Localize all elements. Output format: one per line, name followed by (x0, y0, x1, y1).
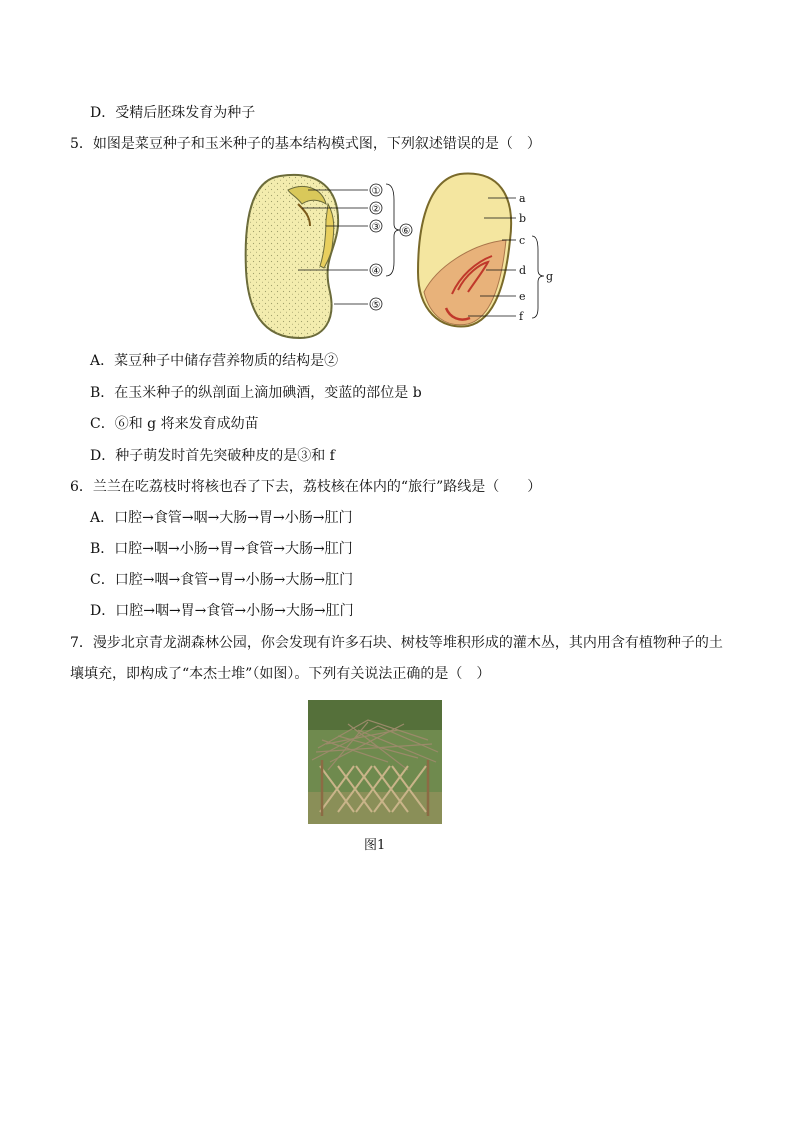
q6-option-c: C．口腔→咽→食管→胃→小肠→大肠→肛门 (90, 572, 354, 588)
bean-seed-diagram (246, 175, 412, 338)
q5-option-b: B．在玉米种子的纵剖面上滴加碘酒，变蓝的部位是 b (90, 385, 422, 401)
seed-structure-figure (240, 170, 560, 342)
bean-label-5: ⑤ (371, 300, 381, 311)
corn-seed-diagram (418, 174, 553, 327)
q6-option-a: A．口腔→食管→咽→大肠→胃→小肠→肛门 (90, 510, 353, 526)
corn-label-g: g (546, 270, 554, 283)
q5-stem: 5．如图是菜豆种子和玉米种子的基本结构模式图，下列叙述错误的是（ ） (70, 136, 541, 152)
bean-label-2: ② (371, 204, 381, 215)
corn-label-a: a (519, 192, 526, 205)
q7-figure-caption: 图1 (364, 838, 386, 853)
corn-label-d: d (519, 264, 527, 277)
q5-option-d: D．种子萌发时首先突破种皮的是③和 f (90, 448, 335, 464)
benjes-hedge-photo (308, 700, 442, 824)
corn-label-e: e (519, 290, 526, 303)
bean-label-6: ⑥ (401, 226, 411, 237)
q6-stem: 6．兰兰在吃荔枝时将核也吞了下去，荔枝核在体内的“旅行”路线是（ ） (70, 479, 542, 495)
q6-option-d: D．口腔→咽→胃→食管→小肠→大肠→肛门 (90, 603, 354, 619)
q7-stem-line2: 壤填充，即构成了“本杰士堆”（如图）。下列有关说法正确的是（ ） (70, 666, 491, 682)
bean-label-1: ① (371, 186, 381, 197)
corn-label-b: b (519, 212, 527, 225)
corn-label-f: f (519, 310, 524, 323)
q5-option-a: A．菜豆种子中储存营养物质的结构是② (90, 353, 339, 369)
q6-option-b: B．口腔→咽→小肠→胃→食管→大肠→肛门 (90, 541, 353, 557)
corn-label-c: c (519, 234, 526, 247)
bean-label-4: ④ (371, 266, 381, 277)
q5-option-c: C．⑥和 g 将来发育成幼苗 (90, 416, 259, 432)
bean-label-3: ③ (371, 222, 381, 233)
q4-option-d: D．受精后胚珠发育为种子 (90, 105, 256, 121)
q7-stem-line1: 7．漫步北京青龙湖森林公园，你会发现有许多石块、树枝等堆积形成的灌木丛，其内用含有植物种子的土 (70, 635, 723, 651)
